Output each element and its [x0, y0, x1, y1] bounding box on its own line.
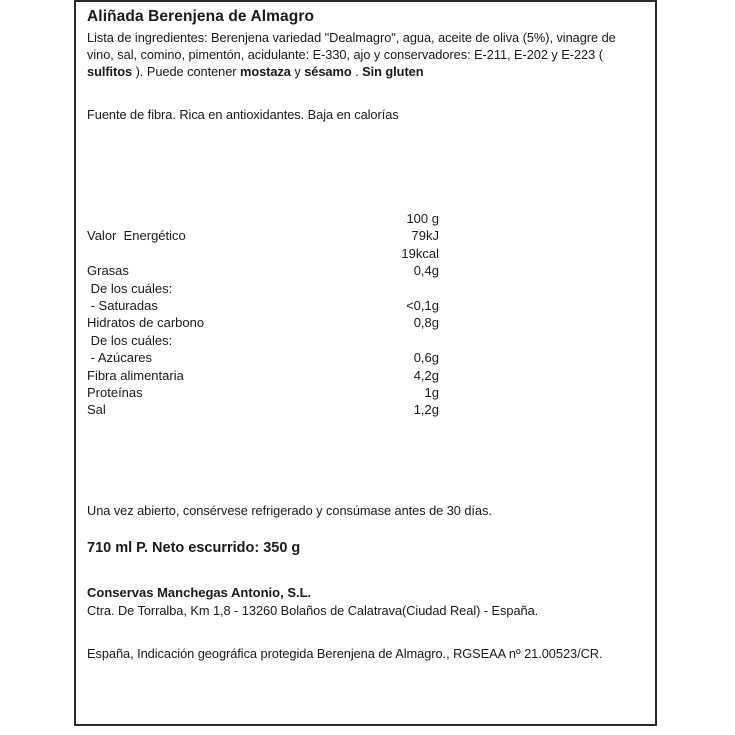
- nutrition-table: [87, 210, 439, 419]
- allergen-sesamo: sésamo: [304, 64, 352, 80]
- nutrition-row-value: <0,1g: [406, 297, 439, 313]
- nutrition-row-value: 1,2g: [413, 402, 439, 418]
- nutrition-table-body: [87, 210, 439, 419]
- nutrition-row-value: 79kJ: [411, 228, 439, 244]
- origin-and-registration: España, Indicación geográfica protegida Berenjena de Almagro., RGSEAA nº 21.00523/CR.: [87, 645, 603, 661]
- nutrition-row-label: Sal: [87, 402, 106, 418]
- allergen-sulfitos: sulfitos: [87, 64, 133, 80]
- net-quantity: 710 ml P. Neto escurrido: 350 g: [87, 539, 301, 556]
- nutrition-row: [87, 332, 439, 349]
- nutrition-row-value: 0,4g: [413, 263, 439, 279]
- nutrition-portion-header: 100 g: [406, 210, 439, 226]
- nutrition-row: [87, 245, 439, 262]
- company-address: Ctra. De Torralba, Km 1,8 - 13260 Bolaños de Calatrava(Ciudad Real) - España.: [87, 602, 539, 618]
- nutrition-row-label: Hidratos de carbono: [87, 315, 205, 331]
- allergen-mostaza: mostaza: [240, 64, 291, 80]
- nutrition-row: [87, 314, 439, 331]
- ingredients-text-prefix: Lista de ingredientes: Berenjena variedad "Dealmagro", agua, aceite de oliva (5%), vinagre de vino, sal, comino, pimentón, acidulante: E-330, ajo y conservadores: E-211, E-202 y E-223 (: [87, 30, 616, 63]
- nutrition-row: [87, 367, 439, 384]
- nutrition-row: [87, 349, 439, 366]
- ingredients-text-mid-1: ). Puede contener: [132, 64, 241, 80]
- storage-instructions: Una vez abierto, consérvese refrigerado y consúmase antes de 30 días.: [87, 502, 492, 518]
- nutrition-row-label: [87, 245, 319, 262]
- nutrition-row-value: 19kcal: [401, 245, 439, 261]
- nutrition-row-label: Grasas: [87, 263, 129, 279]
- nutrition-row-value: 0,8g: [413, 315, 439, 331]
- ingredients-text-mid-2: y: [290, 64, 305, 80]
- nutrition-row-label: Valor Energético: [87, 228, 186, 244]
- nutrition-label-panel: [74, 0, 657, 726]
- nutrition-row: [87, 262, 439, 279]
- nutrition-table-block: [87, 210, 645, 419]
- nutrition-row-label: Fibra alimentaria: [87, 367, 184, 383]
- nutrition-row-value: [319, 280, 439, 297]
- ingredients-list: [87, 30, 645, 81]
- nutrition-row-value: 0,6g: [413, 350, 439, 366]
- label-content: [76, 2, 655, 662]
- nutrition-row-label: Proteínas: [87, 385, 143, 400]
- nutrition-header-label: [87, 210, 319, 227]
- nutrition-row-label: De los cuáles:: [87, 332, 173, 348]
- nutrition-row-value: [319, 332, 439, 349]
- health-claims: Fuente de fibra. Rica en antioxidantes. Baja en calorías: [87, 107, 399, 123]
- nutrition-row-value: 1g: [424, 385, 439, 400]
- company-name: Conservas Manchegas Antonio, S.L.: [87, 584, 312, 600]
- nutrition-row: [87, 227, 439, 244]
- nutrition-header-row: [87, 210, 439, 227]
- page-title: Aliñada Berenjena de Almagro: [87, 8, 315, 25]
- nutrition-row-label: - Azúcares: [87, 350, 153, 366]
- nutrition-row: [87, 297, 439, 314]
- nutrition-row-value: 4,2g: [413, 367, 439, 383]
- ingredients-text-mid-3: .: [351, 64, 363, 80]
- claim-sin-gluten: Sin gluten: [362, 64, 424, 80]
- nutrition-row: [87, 384, 439, 401]
- nutrition-row-label: - Saturadas: [87, 297, 158, 313]
- nutrition-row: [87, 401, 439, 418]
- nutrition-row: [87, 280, 439, 297]
- nutrition-row-label: De los cuáles:: [87, 280, 173, 296]
